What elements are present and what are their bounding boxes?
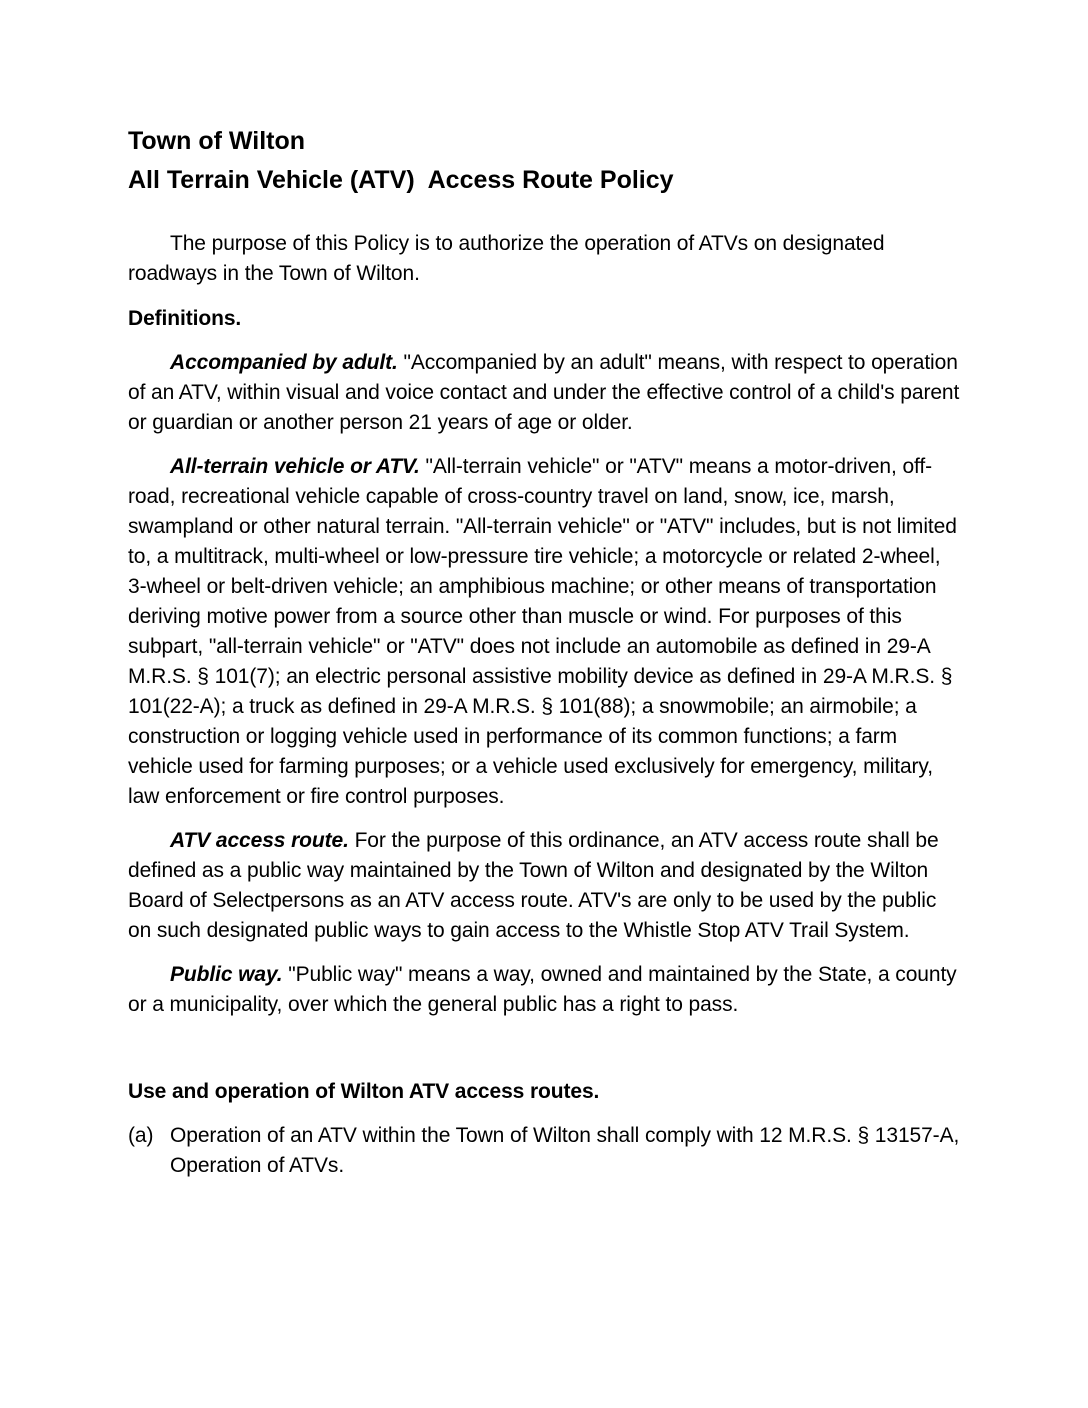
title-line-1: Town of Wilton [128, 127, 306, 155]
document-title [128, 122, 960, 200]
definition-all-terrain-vehicle [128, 452, 960, 812]
definition-term: All-terrain vehicle or ATV. [170, 455, 420, 478]
definition-term: ATV access route. [170, 829, 349, 852]
use-and-operation-heading: Use and operation of Wilton ATV access routes. [128, 1080, 600, 1103]
title-line-2: All Terrain Vehicle (ATV) Access Route Policy [128, 166, 674, 194]
list-item-a [128, 1121, 960, 1181]
list-item-text: Operation of an ATV within the Town of Wilton shall comply with 12 M.R.S. § 13157-A, Operation of ATVs. [170, 1124, 960, 1177]
definition-text: For the purpose of this ordinance, an ATV access route shall be defined as a public way maintained by the Town of Wilton and designated by the Wilton Board of Selectpersons as an ATV access route. ATV's are only to be used by the public on such designated public ways to gain access to the Whistle Stop ATV Trail System. [128, 829, 939, 942]
definition-term: Accompanied by adult. [170, 351, 398, 374]
definition-atv-access-route [128, 826, 960, 946]
definition-public-way [128, 960, 960, 1020]
definition-text: "All-terrain vehicle" or "ATV" means a motor-driven, off-road, recreational vehicle capable of cross-country travel on land, snow, ice, marsh, swampland or other natural terrain. "All-terrain vehicle" or "ATV" includes, but is not limited to, a multitrack, multi-wheel or low-pressure tire vehicle; a motorcycle or related 2-wheel, 3-wheel or belt-driven vehicle; an amphibious machine; or other means of transportation deriving motive power from a source other than muscle or wind. For purposes of this subpart, "all-terrain vehicle" or "ATV" does not include an automobile as defined in 29-A M.R.S. § 101(7); an electric personal assistive mobility device as defined in 29-A M.R.S. § 101(22-A); a truck as defined in 29-A M.R.S. § 101(88); a snowmobile; an airmobile; a construction or logging vehicle used in performance of its common functions; a farm vehicle used for farming purposes; or a vehicle used exclusively for emergency, military, law enforcement or fire control purposes. [128, 455, 957, 808]
definitions-heading: Definitions. [128, 307, 242, 330]
intro-paragraph: The purpose of this Policy is to authorize the operation of ATVs on designated roadways in the Town of Wilton. [128, 232, 885, 285]
definition-accompanied-by-adult [128, 348, 960, 438]
definition-text: "Public way" means a way, owned and maintained by the State, a county or a municipality, over which the general public has a right to pass. [128, 963, 957, 1016]
definition-text: "Accompanied by an adult" means, with respect to operation of an ATV, within visual and voice contact and under the effective control of a child's parent or guardian or another person 21 years of age or older. [128, 351, 960, 434]
list-item-label: (a) [128, 1124, 154, 1147]
definition-term: Public way. [170, 963, 283, 986]
